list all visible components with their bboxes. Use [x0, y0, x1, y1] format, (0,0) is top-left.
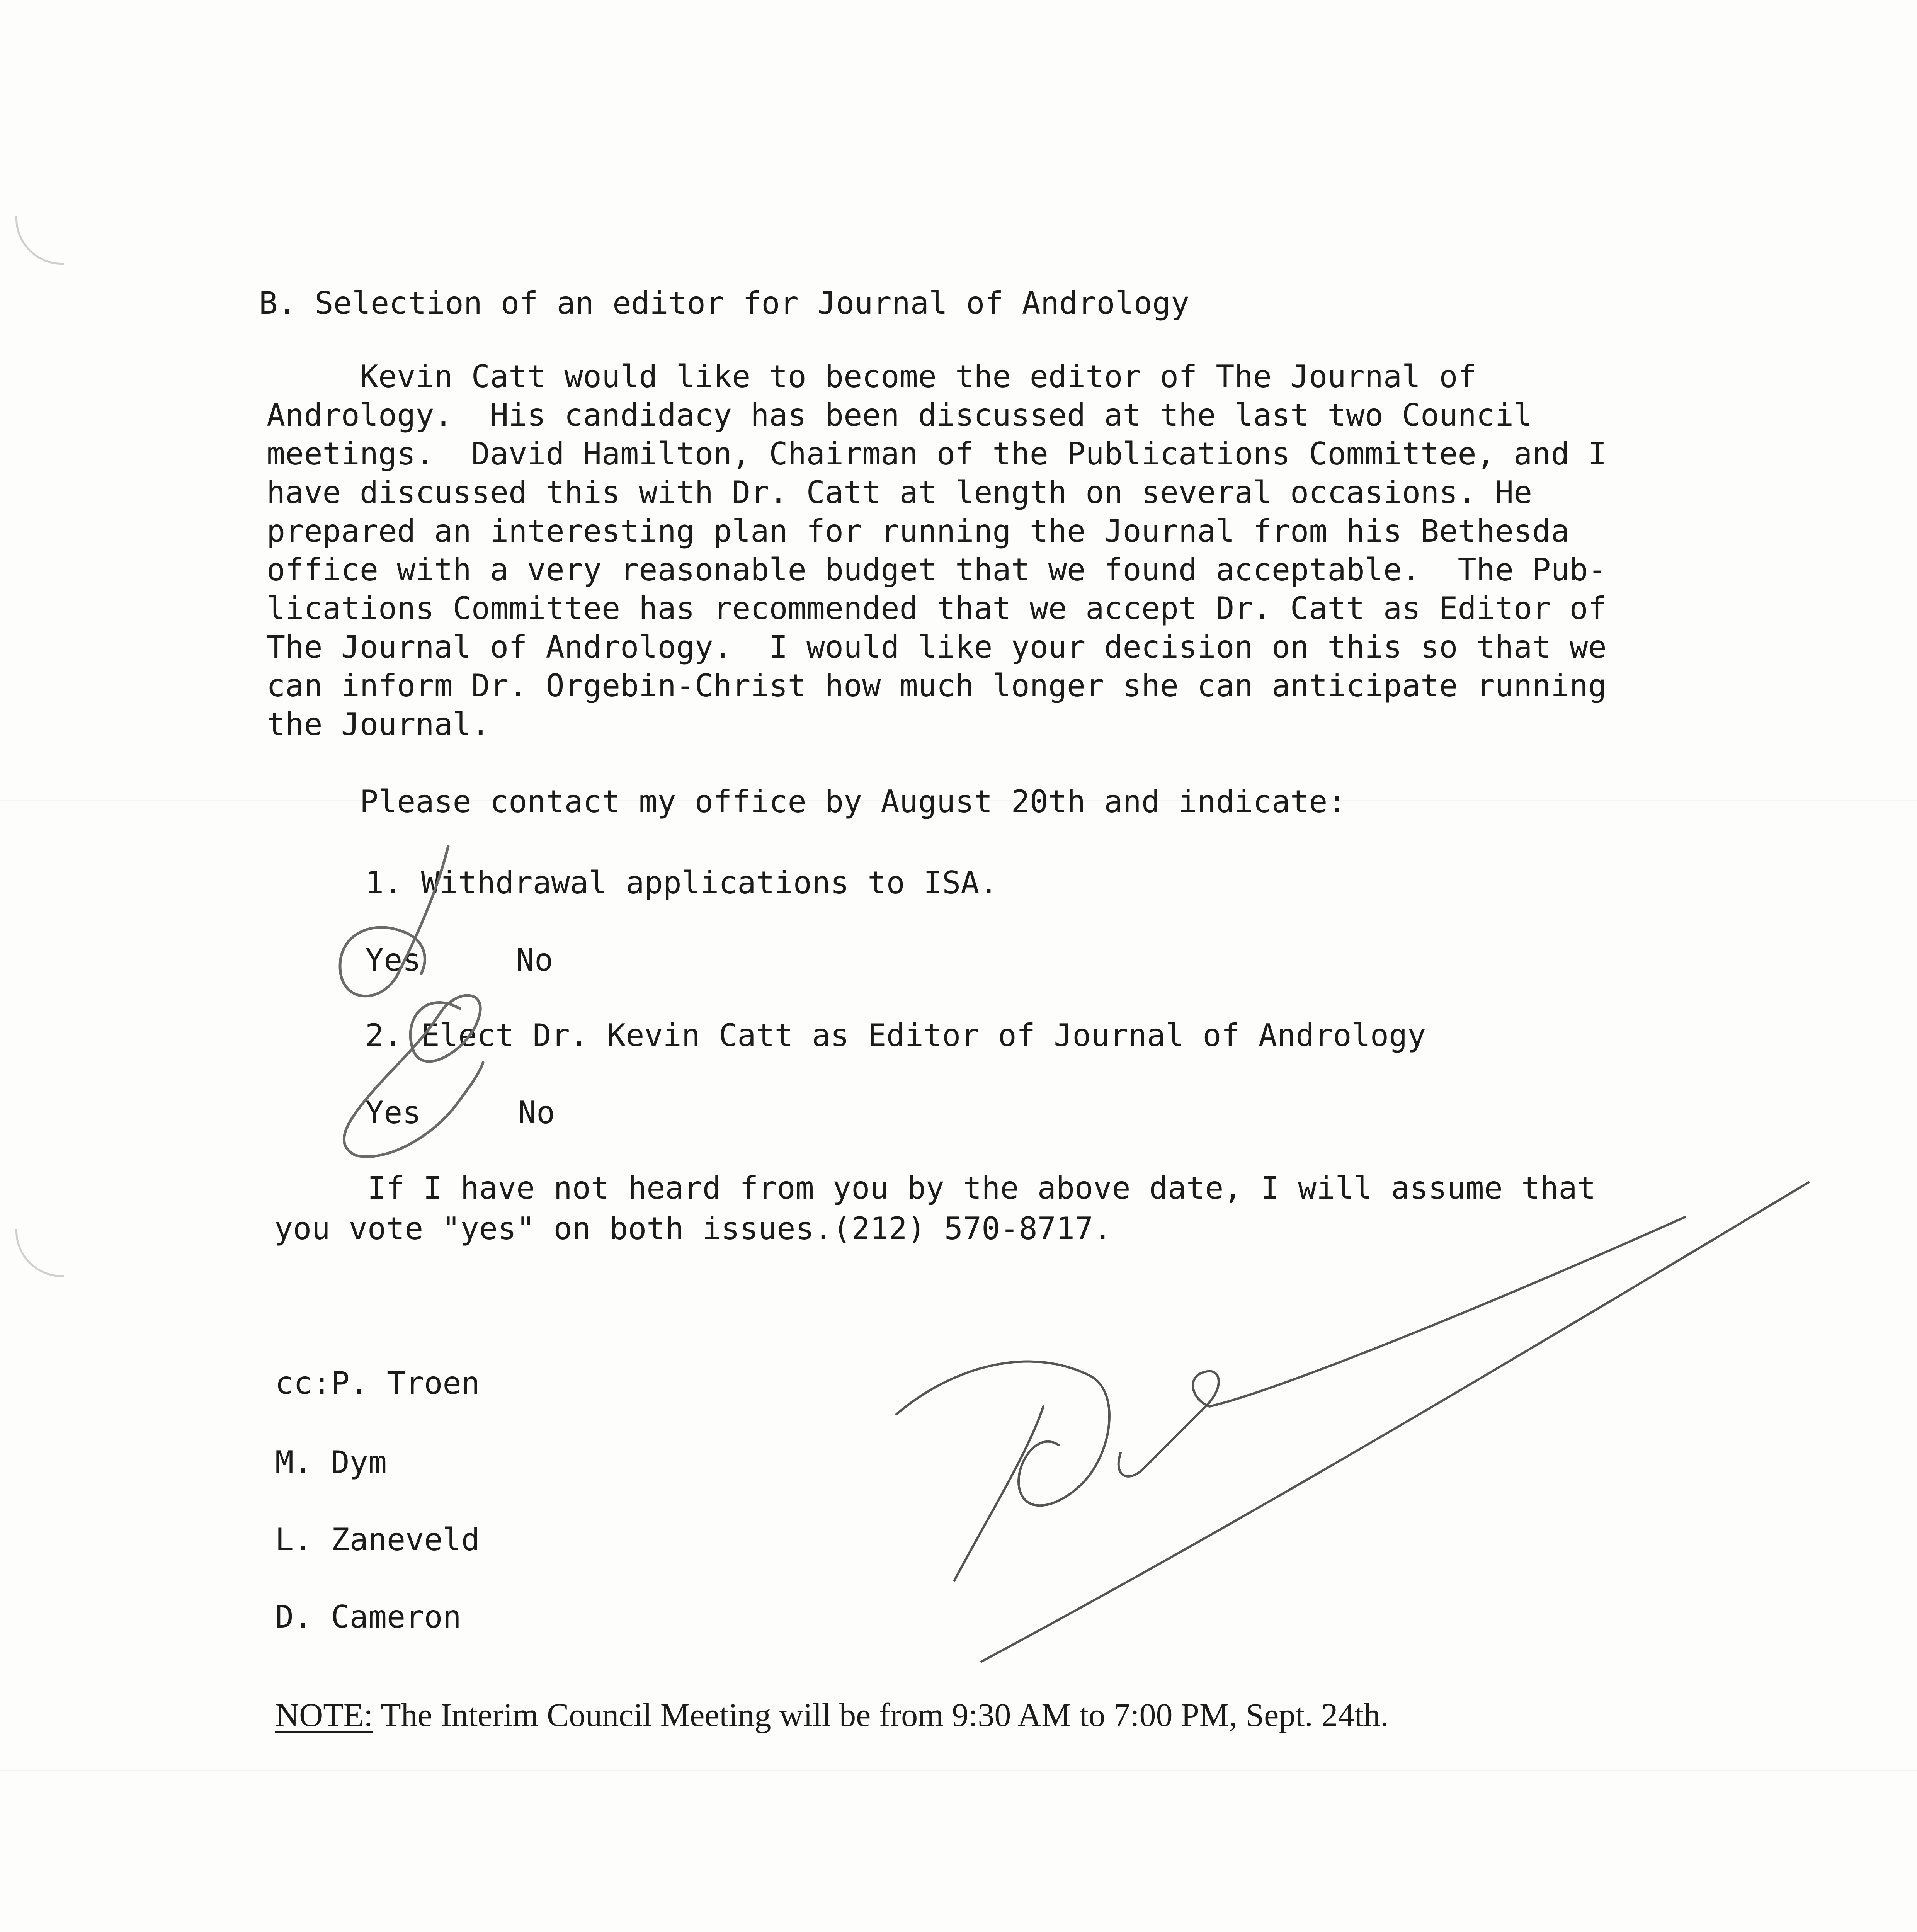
- paragraph-line: meetings. David Hamilton, Chairman of the Publications Committee, and I: [267, 436, 1607, 472]
- closing-line: you vote "yes" on both issues.(212) 570-8717.: [274, 1211, 1112, 1247]
- note-label: NOTE:: [275, 1696, 373, 1733]
- cc-entry: cc:P. Troen: [275, 1365, 480, 1401]
- paragraph-line: The Journal of Andrology. I would like your decision on this so that we: [267, 629, 1607, 665]
- cc-entry: L. Zaneveld: [275, 1522, 480, 1558]
- signature: [896, 1182, 1808, 1662]
- item-2-yes-option: Yes: [365, 1095, 421, 1131]
- note-text: The Interim Council Meeting will be from 9:30 AM to 7:00 PM, Sept. 24th.: [373, 1696, 1389, 1733]
- cc-entry: M. Dym: [275, 1444, 387, 1480]
- item-2-no-option: No: [518, 1095, 555, 1131]
- meeting-note: [275, 1696, 1389, 1734]
- punch-hole-top: [15, 216, 64, 265]
- contact-instruction: Please contact my office by August 20th and indicate:: [267, 784, 1346, 820]
- item-1-text: 1. Withdrawal applications to ISA.: [365, 865, 998, 901]
- paragraph-line: office with a very reasonable budget that we found acceptable. The Pub-: [267, 552, 1607, 588]
- paragraph-line: Kevin Catt would like to become the editor of The Journal of: [267, 359, 1476, 395]
- paragraph-line: prepared an interesting plan for running the Journal from his Bethesda: [267, 513, 1570, 549]
- paragraph-line: can inform Dr. Orgebin-Christ how much longer she can anticipate running: [267, 668, 1607, 704]
- cc-entry: D. Cameron: [275, 1599, 461, 1635]
- punch-hole-middle: [15, 1229, 64, 1277]
- paragraph-line: the Journal.: [267, 706, 490, 742]
- paragraph-line: Andrology. His candidacy has been discussed at the last two Council: [267, 397, 1533, 433]
- paragraph-line: lications Committee has recommended that we accept Dr. Catt as Editor of: [267, 590, 1607, 626]
- paragraph-line: have discussed this with Dr. Catt at length on several occasions. He: [267, 474, 1533, 510]
- closing-line: If I have not heard from you by the above date, I will assume that: [274, 1170, 1596, 1206]
- item-1-yes-option: Yes: [365, 942, 421, 978]
- item-1-no-option: No: [516, 942, 553, 978]
- section-heading: B. Selection of an editor for Journal of Andrology: [259, 285, 1190, 321]
- fold-crease: [0, 1770, 1917, 1771]
- item-2-text: 2. Elect Dr. Kevin Catt as Editor of Journal of Andrology: [365, 1017, 1426, 1053]
